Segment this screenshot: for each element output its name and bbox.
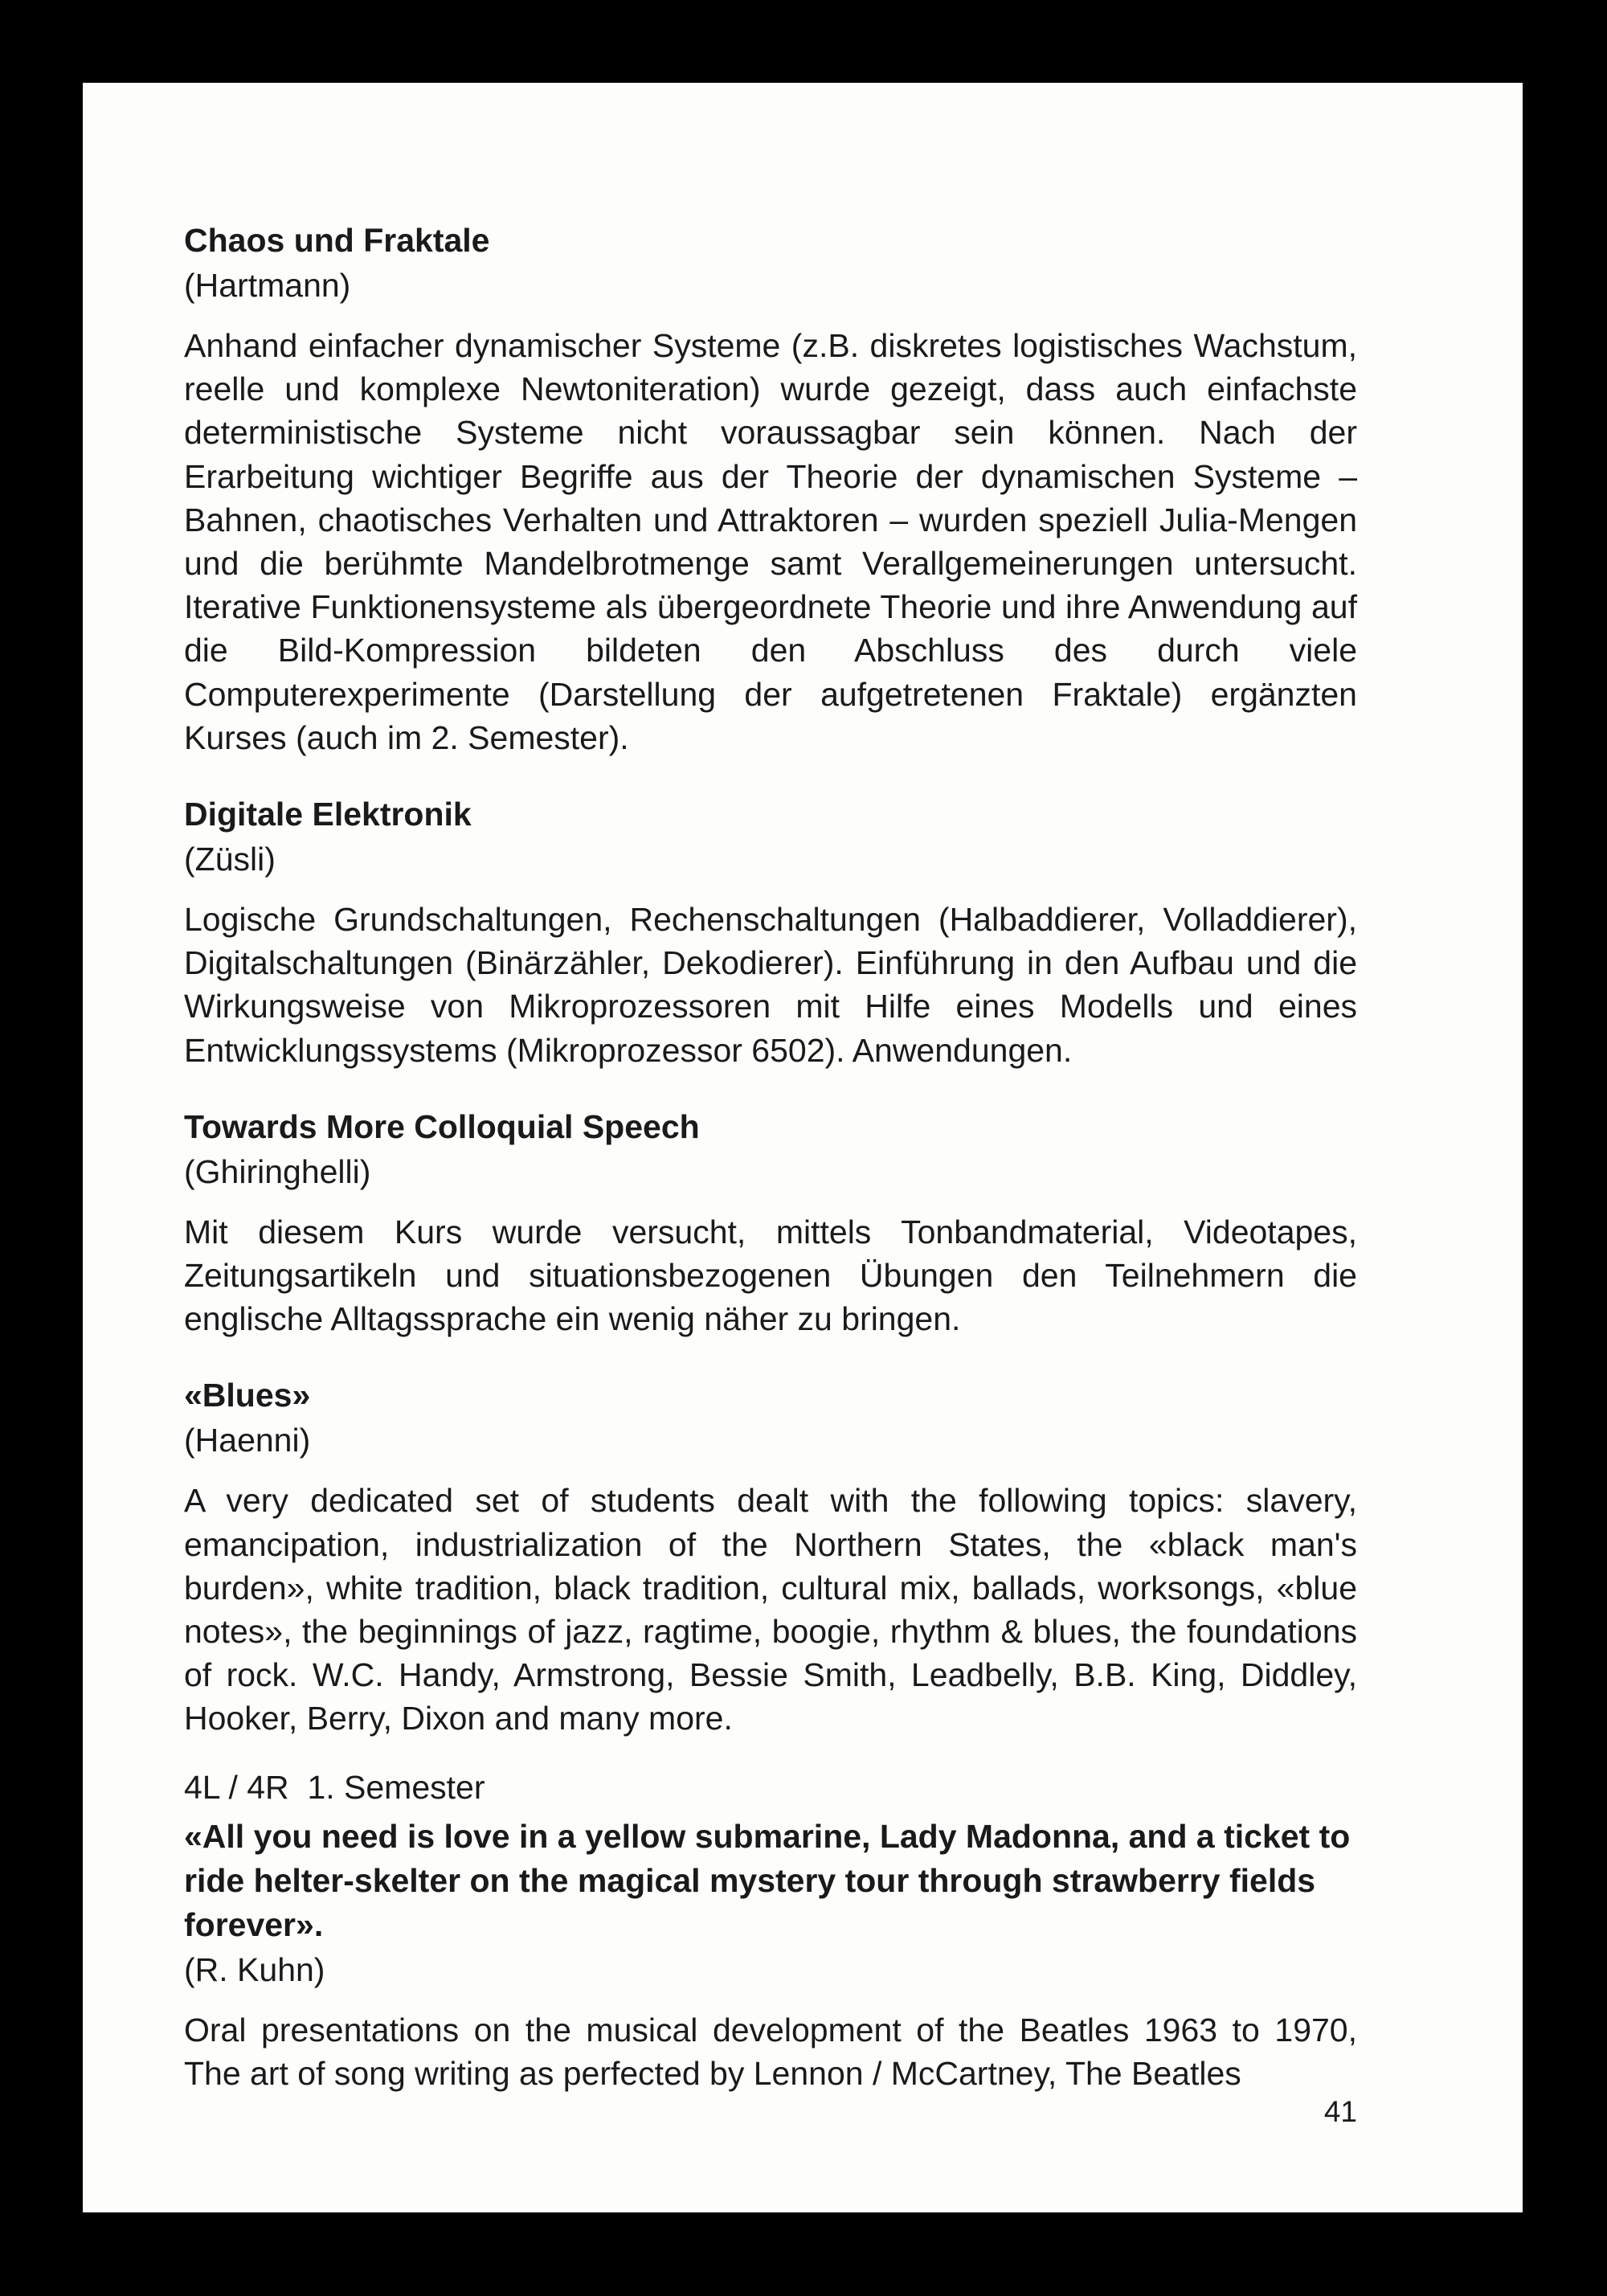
section-digitale-elektronik <box>184 792 1357 1072</box>
section-title: Chaos und Fraktale <box>184 222 490 259</box>
page-number: 41 <box>1323 2095 1357 2128</box>
section-title: Towards More Colloquial Speech <box>184 1107 700 1145</box>
document-page <box>83 83 1523 2212</box>
section-author: (Züsli) <box>184 841 276 878</box>
section-blues <box>184 1373 1357 1740</box>
section-title: Digitale Elektronik <box>184 796 472 833</box>
section-author: (Ghiringhelli) <box>184 1152 371 1190</box>
section-body: A very dedicated set of students dealt with the following topics: slavery, emancipation, industrialization of the Northern States, the «black man's burden», white tradition, black tradition, cultural mix, ballads, worksongs, «blue notes», the beginnings of jazz, ragtime, boogie, rhythm & blues, the foundations of rock. W.C. Handy, Armstrong, Bessie Smith, Leadbelly, B.B. King, Diddley, Hooker, Berry, Dixon and many more. <box>184 1482 1357 1737</box>
section-author: (Haenni) <box>184 1422 311 1459</box>
section-body: Anhand einfacher dynamischer Systeme (z.B. diskretes logistisches Wachstum, reelle und komplexe Newtoniteration) wurde gezeigt, dass auch einfachste deterministische Systeme nicht voraussagbar sein können. Nach der Erarbeitung wichtiger Begriffe aus der Theorie der dynamischen Systeme – Bahnen, chaotisches Verhalten und Attraktoren – wurden speziell Julia-Mengen und die berühmte Mandelbrotmenge samt Verallgemeinerungen untersucht. Iterative Funktionensysteme als übergeordnete Theorie und ihre Anwendung auf die Bild-Kompression bildeten den Abschluss des durch viele Computerexperimente (Darstellung der aufgetretenen Fraktale) ergänzten Kurses (auch im 2. Semester). <box>184 327 1357 756</box>
section-title: «Blues» <box>184 1377 311 1414</box>
section-chaos-und-fraktale <box>184 218 1357 759</box>
section-beatles <box>184 1765 1357 2095</box>
section-title: «All you need is love in a yellow submarine, Lady Madonna, and a ticket to ride helter-skelter on the magical mystery tour through strawberry fields forever». <box>184 1817 1351 1943</box>
section-author: (R. Kuhn) <box>184 1950 325 1988</box>
section-colloquial-speech <box>184 1104 1357 1341</box>
section-body: Oral presentations on the musical development of the Beatles 1963 to 1970, The art of song writing as perfected by Lennon / McCartney, The Beatles <box>184 2011 1357 2092</box>
section-body: Logische Grundschaltungen, Rechenschaltungen (Halbaddierer, Volladdierer), Digitalschaltungen (Binärzähler, Dekodierer). Einführung in den Aufbau und die Wirkungsweise von Mikroprozessoren mit Hilfe eines Modells und eines Entwicklungssystems (Mikroprozessor 6502). Anwendungen. <box>184 901 1357 1069</box>
section-author: (Hartmann) <box>184 267 351 304</box>
semester-label: 4L / 4R 1. Semester <box>184 1768 485 1806</box>
section-body: Mit diesem Kurs wurde versucht, mittels Tonbandmaterial, Videotapes, Zeitungsartikeln und situationsbezogenen Übungen den Teilnehmern die englische Alltagssprache ein wenig näher zu bringen. <box>184 1213 1357 1338</box>
